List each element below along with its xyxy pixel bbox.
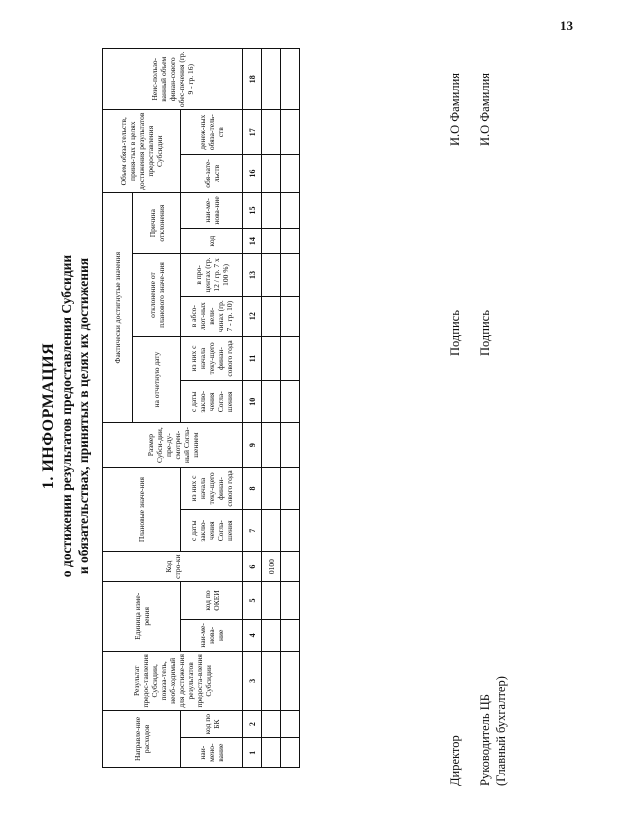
col-num: 13 [243,254,262,296]
table-cell[interactable] [281,296,300,336]
col-num: 8 [243,467,262,509]
header-planned-agreement: с даты заклю-чения Согла-шения [181,510,243,552]
row-code-cell: 0100 [262,552,281,582]
header-actual: Фактически достигнутые значения [103,192,133,422]
col-num: 7 [243,510,262,552]
col-num: 6 [243,552,262,582]
col-num: 17 [243,110,262,154]
title-block [40,46,92,786]
table-row [262,49,281,768]
table-cell[interactable] [281,154,300,192]
table-cell[interactable] [262,296,281,336]
table-cell[interactable] [281,110,300,154]
header-unit-name: наи-ме-нова-ние [181,620,243,652]
col-num: 12 [243,296,262,336]
name-1: И.О Фамилия [448,72,462,146]
header-actual-agreement: с даты заклю-чения Согла-шения [181,381,243,423]
header-planned-year: из них с начала теку-щего финан-сового года [181,467,243,509]
header-dev-pct: в про-центах (гр. 12 / гр. 7 x 100 %) [181,254,243,296]
table-cell[interactable] [262,336,281,380]
col-num: 3 [243,651,262,710]
col-num: 1 [243,738,262,768]
table-cell[interactable] [262,192,281,228]
table-cell[interactable] [262,710,281,737]
header-oblig: обя-зате-льств [181,154,243,192]
table-row [281,49,300,768]
header-on-date: на отчетную дату [133,336,181,423]
table-cell[interactable] [262,620,281,652]
header-unit: Единица изме-рения [103,581,181,651]
table-cell[interactable] [281,423,300,467]
table-cell[interactable] [262,510,281,552]
table-cell[interactable] [281,467,300,509]
subtitle-line-2: и обязательствах, принятых в целях их достижения [76,257,91,575]
table-cell[interactable] [281,651,300,710]
table-cell[interactable] [281,192,300,228]
table-cell[interactable] [281,336,300,380]
header-planned: Плановые значе-ния [103,467,181,552]
col-num: 16 [243,154,262,192]
table-cell[interactable] [262,49,281,111]
header-unused: Неис-пользо-ванный объем финан-сового обес-печения (гр. 9 - гр. 16) [103,49,243,111]
table-cell[interactable] [262,581,281,619]
col-num: 4 [243,620,262,652]
table-cell[interactable] [281,581,300,619]
col-num: 18 [243,49,262,111]
header-reason: Причина отклонения [133,192,181,253]
col-num: 5 [243,581,262,619]
subtitle-line-1: о достижении результатов предоставления Субсидии [59,254,74,578]
header-reason-name: наи-ме-нова-ние [181,192,243,228]
table-cell[interactable] [281,552,300,582]
signature-2: Подпись [478,310,492,356]
table-cell[interactable] [262,254,281,296]
header-actual-year: из них с начала теку-щего финан-сового года [181,336,243,380]
table-cell[interactable] [281,510,300,552]
header-unit-okei: код по ОКЕИ [181,581,243,619]
header-expense-direction: Направле-ние расходов [103,710,181,767]
header-exp-bk: код по БК [181,710,243,737]
header-row-code: Код стро-ки [103,552,243,582]
table-cell[interactable] [262,738,281,768]
page-number: 13 [560,18,573,33]
report-table [102,48,300,768]
header-money-oblig: денеж-ных обяза-тель-ств [181,110,243,154]
col-num: 14 [243,228,262,253]
col-num: 11 [243,336,262,380]
table-cell[interactable] [281,710,300,737]
col-num: 9 [243,423,262,467]
head-sub-label: (Главный бухгалтер) [494,676,508,786]
col-num: 15 [243,192,262,228]
rotated-form [40,46,600,786]
table-cell[interactable] [262,381,281,423]
table-cell[interactable] [262,154,281,192]
header-deviation: отклонение от планового значе-ния [133,254,181,336]
table-cell[interactable] [262,423,281,467]
header-subsidy-size: Размер Субси-дии, пре-ду-смотрен-ный Согла-шением [103,423,243,467]
header-exp-name: наи-мено-вание [181,738,243,768]
signature-1: Подпись [448,310,462,356]
table-cell[interactable] [262,110,281,154]
table-cell[interactable] [281,381,300,423]
header-reason-code: код [181,228,243,253]
name-2: И.О Фамилия [478,72,492,146]
col-num: 2 [243,710,262,737]
head-label: Руководитель ЦБ [478,694,492,786]
director-label: Директор [448,735,462,786]
table-cell[interactable] [262,467,281,509]
page-title: 1. ИНФОРМАЦИЯ [40,342,57,490]
header-dev-abs: в абсо-лют-ных вели-чинах (гр. 7 - гр. 10) [181,296,243,336]
column-number-row [243,49,262,768]
table-cell[interactable] [262,228,281,253]
table-cell[interactable] [281,49,300,111]
header-obligations: Объем обяза-тельств, приня-тых в целях достижения результатов предоставления Субсидии [103,110,181,192]
table-cell[interactable] [262,651,281,710]
header-result: Результат предос-тавления Субсидии, показа-тель, необ-ходимый для достиже-ния результатов предоста-вления Субсидии [103,651,243,710]
col-num: 10 [243,381,262,423]
table-cell[interactable] [281,254,300,296]
table-cell[interactable] [281,620,300,652]
table-cell[interactable] [281,228,300,253]
table-cell[interactable] [281,738,300,768]
